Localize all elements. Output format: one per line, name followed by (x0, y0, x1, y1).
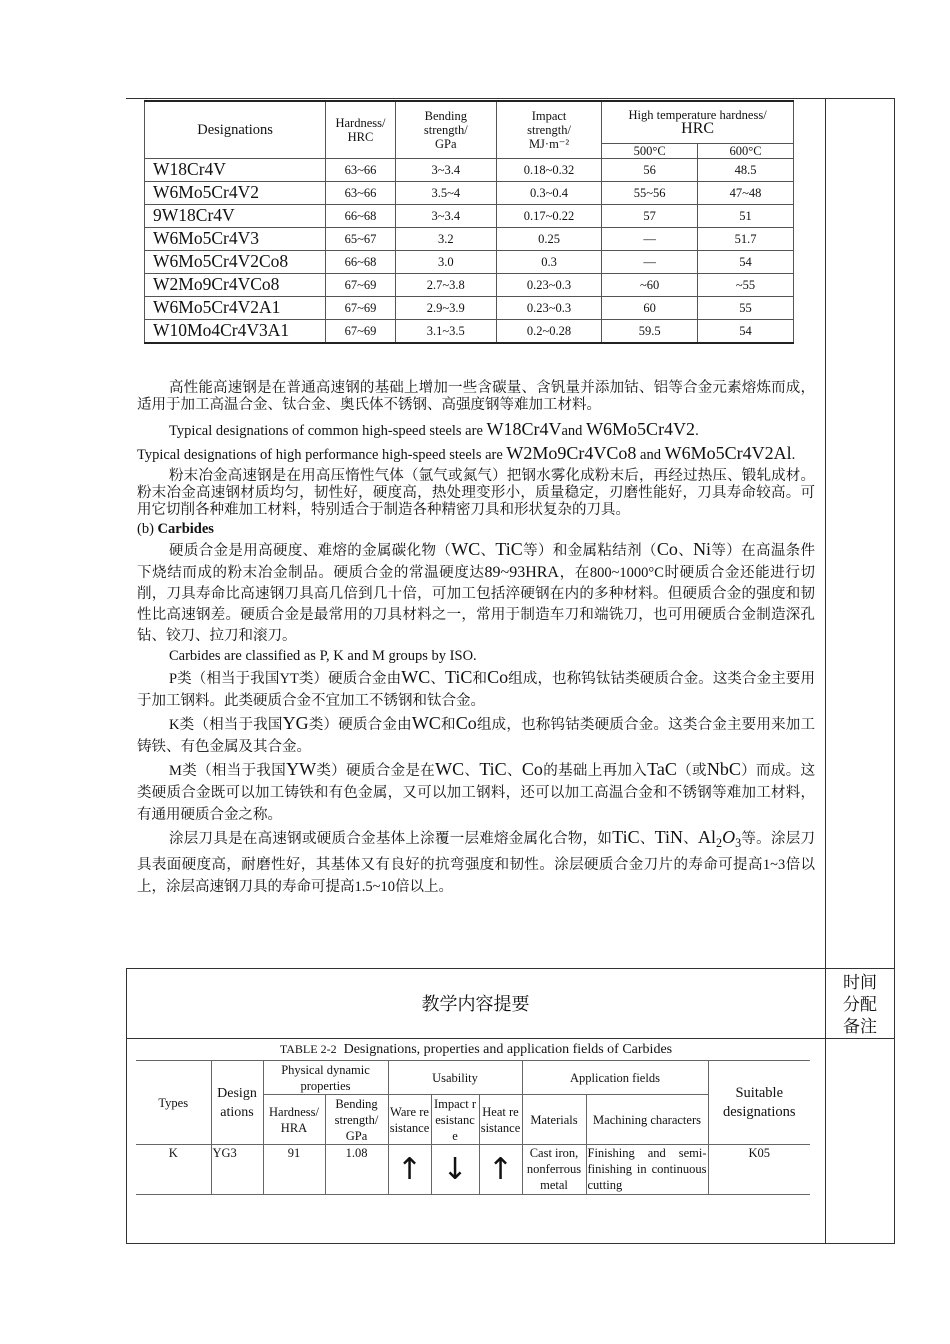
carbides-table (136, 1060, 810, 1195)
impact-cell: 0.2~0.28 (496, 319, 601, 343)
t600-cell: 54 (698, 319, 794, 343)
t600-cell: 51 (698, 204, 794, 227)
t600-cell: 51.7 (698, 227, 794, 250)
impact-cell: 0.3~0.4 (496, 181, 601, 204)
t2-cell-hardness: 91 (263, 1145, 325, 1195)
t2-header-impact: Impact resistance (431, 1095, 479, 1145)
t600-cell: 55 (698, 296, 794, 319)
designation-cell: W6Mo5Cr4V3 (145, 227, 326, 250)
frame-top-line (126, 98, 894, 99)
t2-cell-machining: Finishing and semi-finishing in continuous cutting (586, 1145, 708, 1195)
t2-header-physical: Physical dynamic properties (263, 1061, 388, 1095)
t2-cell-wear-arrow: ↑ (388, 1145, 431, 1195)
t2-cell-type: K (136, 1145, 211, 1195)
t2-header-usability: Usability (388, 1061, 522, 1095)
impact-cell: 0.25 (496, 227, 601, 250)
paragraph-iso-groups: Carbides are classified as P, K and M groups by ISO. (169, 648, 477, 664)
col-header-500c: 500°C (602, 143, 698, 158)
t2-header-machining: Machining characters (586, 1095, 708, 1145)
t500-cell: 57 (602, 204, 698, 227)
table-row (145, 273, 794, 296)
paragraph-p-class: P类（相当于我国YT类）硬质合金由WC、TiC和Co组成，也称钨钛钴类硬质合金。这类合金主要用于加工钢料。此类硬质合金不宜加工不锈钢和钛合金。 (137, 667, 816, 709)
frame-right-line (894, 98, 895, 1244)
t2-cell-impact-arrow: ↓ (431, 1145, 479, 1195)
designation-cell: 9W18Cr4V (145, 204, 326, 227)
t600-cell: 48.5 (698, 158, 794, 181)
t2-header-heat: Heat resistance (479, 1095, 522, 1145)
table2-caption: TABLE 2-2 Designations, properties and application fields of Carbides (279, 1042, 673, 1057)
t2-header-hardness: Hardness/ HRA (263, 1095, 325, 1145)
t2-header-types: Types (136, 1061, 211, 1145)
hardness-cell: 63~66 (326, 181, 396, 204)
t2-cell-heat-arrow: ↑ (479, 1145, 522, 1195)
designation-cell: W2Mo9Cr4VCo8 (145, 273, 326, 296)
table-row (145, 204, 794, 227)
impact-cell: 0.17~0.22 (496, 204, 601, 227)
t2-cell-designation: YG3 (211, 1145, 263, 1195)
designation-cell: W10Mo4Cr4V3A1 (145, 319, 326, 343)
designation-cell: W6Mo5Cr4V2Co8 (145, 250, 326, 273)
hardness-cell: 66~68 (326, 250, 396, 273)
designation-cell: W6Mo5Cr4V2A1 (145, 296, 326, 319)
t500-cell: ~60 (602, 273, 698, 296)
bending-cell: 3.0 (395, 250, 496, 273)
designation-cell: W18Cr4V (145, 158, 326, 181)
impact-cell: 0.23~0.3 (496, 273, 601, 296)
bending-cell: 2.9~3.9 (395, 296, 496, 319)
hardness-cell: 67~69 (326, 319, 396, 343)
body-text (137, 380, 815, 898)
table-row (145, 319, 794, 343)
t2-cell-bending: 1.08 (325, 1145, 388, 1195)
paragraph-performance-hss: Typical designations of high performance high-speed steels are W2Mo9Cr4VCo8 and W6Mo5Cr4V2Al. (137, 443, 796, 463)
time-allocation-notes-label: 时间 分配 备注 (843, 973, 877, 1037)
hardness-cell: 65~67 (326, 227, 396, 250)
frame-header-bottom-line (126, 1038, 894, 1039)
frame-bottom-line (126, 1243, 894, 1244)
col-header-designations: Designations (145, 101, 326, 158)
bending-cell: 3.5~4 (395, 181, 496, 204)
col-header-impact: Impact strength/ MJ·m⁻² (496, 101, 601, 158)
table-row (145, 296, 794, 319)
t500-cell: — (602, 250, 698, 273)
col-header-bending: Bending strength/ GPa (395, 101, 496, 158)
paragraph-common-hss: Typical designations of common high-speed steels are W18Cr4Vand W6Mo5Cr4V2. (169, 419, 699, 439)
paragraph-coated-tools: 涂层刀具是在高速钢或硬质合金基体上涂覆一层难熔金属化合物，如TiC、TiN、$Al_2O_3$等。涂层刀具表面硬度高，耐磨性好，其基体又有良好的抗弯强度和韧性。涂层硬质合金刀片的寿命可提高1~3倍以上，涂层高速钢刀具的寿命可提高1.5~10倍以上。 (137, 827, 816, 895)
t2-header-materials: Materials (522, 1095, 586, 1145)
t2-header-designations: Design ations (211, 1061, 263, 1145)
col-header-hardness: Hardness/ HRC (326, 101, 396, 158)
t500-cell: 56 (602, 158, 698, 181)
bending-cell: 3.2 (395, 227, 496, 250)
impact-cell: 0.3 (496, 250, 601, 273)
col-header-high-temp: High temperature hardness/ HRC (602, 101, 794, 143)
t500-cell: 55~56 (602, 181, 698, 204)
t500-cell: 59.5 (602, 319, 698, 343)
paragraph-high-performance-hss: 高性能高速钢是在普通高速钢的基础上增加一些含碳量、含钒量并添加钴、铝等合金元素熔炼而成，适用于加工高温合金、钛合金、奥氏体不锈钢、高强度钢等难加工材料。 (137, 380, 815, 413)
teaching-summary-title: 教学内容提要 (421, 994, 530, 1015)
hardness-cell: 67~69 (326, 296, 396, 319)
hss-properties-table (144, 100, 794, 344)
paragraph-carbides-intro: 硬质合金是用高硬度、难熔的金属碳化物（WC、TiC等）和金属粘结剂（Co、Ni等）在高温条件下烧结而成的粉末冶金制品。硬质合金的常温硬度达89~93HRA，在800~1000°C时硬质合金还能进行切削，刀具寿命比高速钢刀具高几倍到几十倍，可加工包括淬硬钢在内的多种材料。但硬质合金的强度和韧性比高速钢差。硬质合金是最常用的刀具材料之一，常用于制造车刀和端铣刀，也可用硬质合金制造深孔钻、铰刀、拉刀和滚刀。 (137, 539, 816, 644)
t500-cell: — (602, 227, 698, 250)
table-row (145, 181, 794, 204)
col-header-600c: 600°C (698, 143, 794, 158)
t2-cell-materials: Cast iron, nonferrous metal (522, 1145, 586, 1195)
paragraph-k-class: K类（相当于我国YG类）硬质合金由WC和Co组成，也称钨钴类硬质合金。这类合金主要用来加工铸铁、有色金属及其合金。 (137, 713, 816, 755)
t600-cell: 47~48 (698, 181, 794, 204)
bending-cell: 2.7~3.8 (395, 273, 496, 296)
impact-cell: 0.23~0.3 (496, 296, 601, 319)
paragraph-m-class: M类（相当于我国YW类）硬质合金是在WC、TiC、Co的基础上再加入TaC（或NbC）而成。这类硬质合金既可以加工铸铁和有色金属，又可以加工钢料，还可以加工高温合金和不锈钢等难加工材料，有通用硬质合金之称。 (137, 759, 816, 823)
t2-header-wear: Ware resistance (388, 1095, 431, 1145)
impact-cell: 0.18~0.32 (496, 158, 601, 181)
hardness-cell: 66~68 (326, 204, 396, 227)
t2-header-bending: Bending strength/ GPa (325, 1095, 388, 1145)
t2-header-suitable: Suitable designations (708, 1061, 810, 1145)
t600-cell: ~55 (698, 273, 794, 296)
section-heading-carbides: (b) Carbides (137, 521, 214, 537)
bending-cell: 3~3.4 (395, 204, 496, 227)
frame-divider-line (825, 98, 826, 1244)
table-row (145, 158, 794, 181)
bending-cell: 3.1~3.5 (395, 319, 496, 343)
hardness-cell: 67~69 (326, 273, 396, 296)
t2-cell-suitable: K05 (708, 1145, 810, 1195)
t500-cell: 60 (602, 296, 698, 319)
designation-cell: W6Mo5Cr4V2 (145, 181, 326, 204)
t2-header-application: Application fields (522, 1061, 708, 1095)
table-row (145, 227, 794, 250)
hardness-cell: 63~66 (326, 158, 396, 181)
bending-cell: 3~3.4 (395, 158, 496, 181)
paragraph-powder-metallurgy-hss: 粉末冶金高速钢是在用高压惰性气体（氩气或氮气）把钢水雾化成粉末后，再经过热压、锻轧成材。粉末冶金高速钢材质均匀，韧性好，硬度高，热处理变形小，质量稳定，刃磨性能好，刀具寿命较高。可用它切削各种难加工材料，特别适合于制造各种精密刀具和形状复杂的刀具。 (137, 468, 815, 518)
table-row (145, 250, 794, 273)
t600-cell: 54 (698, 250, 794, 273)
